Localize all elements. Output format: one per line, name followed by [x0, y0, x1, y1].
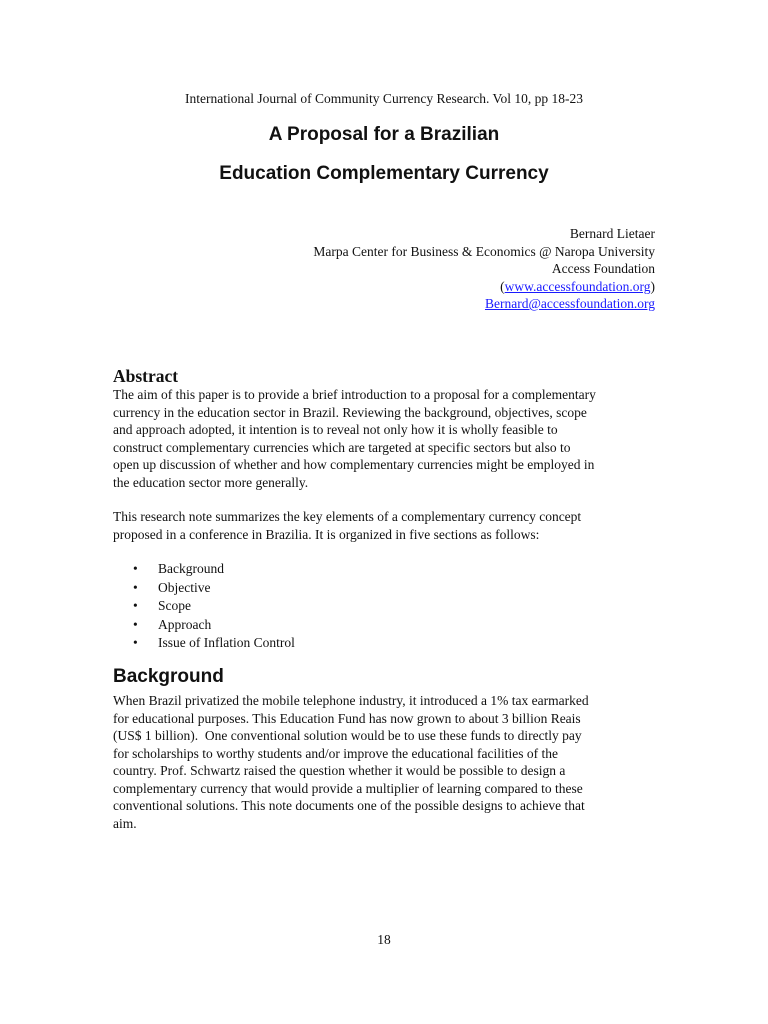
paper-title-line-1: A Proposal for a Brazilian: [268, 124, 500, 145]
list-item: [133, 634, 295, 653]
list-item-label: Approach: [158, 616, 212, 632]
list-item-label: Issue of Inflation Control: [158, 635, 295, 651]
note-line: This research note summarizes the key elements of a complementary currency concept: [113, 509, 582, 524]
author-name: Bernard Lietaer: [569, 226, 655, 241]
abstract-line: and approach adopted, it intention is to reveal not only how it is wholly feasible to: [113, 422, 558, 437]
background-line: for educational purposes. This Education Fund has now grown to about 3 billion Reais: [113, 710, 581, 726]
background-paragraph: [113, 692, 658, 832]
bullet-icon: •: [133, 579, 138, 595]
abstract-line: The aim of this paper is to provide a brief introduction to a proposal for a complementary: [113, 387, 596, 402]
background-line: When Brazil privatized the mobile telephone industry, it introduced a 1% tax earmarked: [113, 693, 589, 708]
page-number: 18: [377, 932, 391, 947]
background-line: conventional solutions. This note documents one of the possible designs to achieve that: [113, 798, 585, 813]
list-item: [133, 597, 295, 616]
bullet-icon: •: [133, 598, 138, 614]
abstract-line: open up discussion of whether and how complementary currencies might be employed in: [113, 457, 595, 472]
bullet-icon: •: [133, 616, 138, 632]
author-block: [313, 225, 655, 313]
list-item: [133, 616, 295, 635]
bullet-icon: •: [133, 561, 138, 576]
list-item: [133, 579, 295, 598]
abstract-line: construct complementary currencies which are targeted at specific sectors but also to: [113, 439, 571, 455]
website-close-paren: ): [650, 278, 655, 294]
abstract-paragraph: [113, 386, 658, 491]
abstract-line: the education sector more generally.: [113, 474, 309, 490]
list-item-label: Scope: [158, 598, 191, 614]
abstract-line: currency in the education sector in Brazil. Reviewing the background, objectives, scope: [113, 404, 587, 420]
research-note-paragraph: [113, 508, 658, 543]
bullet-icon: •: [133, 635, 138, 651]
list-item: [133, 560, 295, 579]
paper-title-line-2: Education Complementary Currency: [219, 163, 549, 184]
list-item-label: Background: [158, 561, 224, 576]
note-line: proposed in a conference in Brazilia. It is organized in five sections as follows:: [113, 526, 540, 542]
section-list: [133, 560, 295, 653]
author-organization: Access Foundation: [551, 261, 655, 276]
email-link[interactable]: Bernard@accessfoundation.org: [484, 296, 655, 311]
author-email-line: [313, 295, 655, 313]
background-heading: Background: [113, 666, 224, 687]
journal-citation: International Journal of Community Currency Research. Vol 10, pp 18-23: [184, 91, 584, 106]
background-line: for scholarships to worthy students and/or improve the educational facilities of the: [113, 745, 559, 761]
website-open-paren: (: [500, 278, 505, 294]
background-line: aim.: [113, 815, 137, 831]
list-item-label: Objective: [158, 579, 211, 595]
author-website-line: [313, 278, 655, 296]
background-line: country. Prof. Schwartz raised the question whether it would be possible to design a: [113, 763, 566, 778]
background-line: complementary currency that would provide a multiplier of learning compared to these: [113, 780, 583, 796]
author-affiliation: Marpa Center for Business & Economics @ Naropa University: [313, 243, 655, 259]
background-line: (US$ 1 billion). One conventional solution would be to use these funds to directly pay: [113, 728, 582, 743]
website-link[interactable]: www.accessfoundation.org: [504, 278, 651, 294]
abstract-heading: Abstract: [113, 366, 179, 386]
